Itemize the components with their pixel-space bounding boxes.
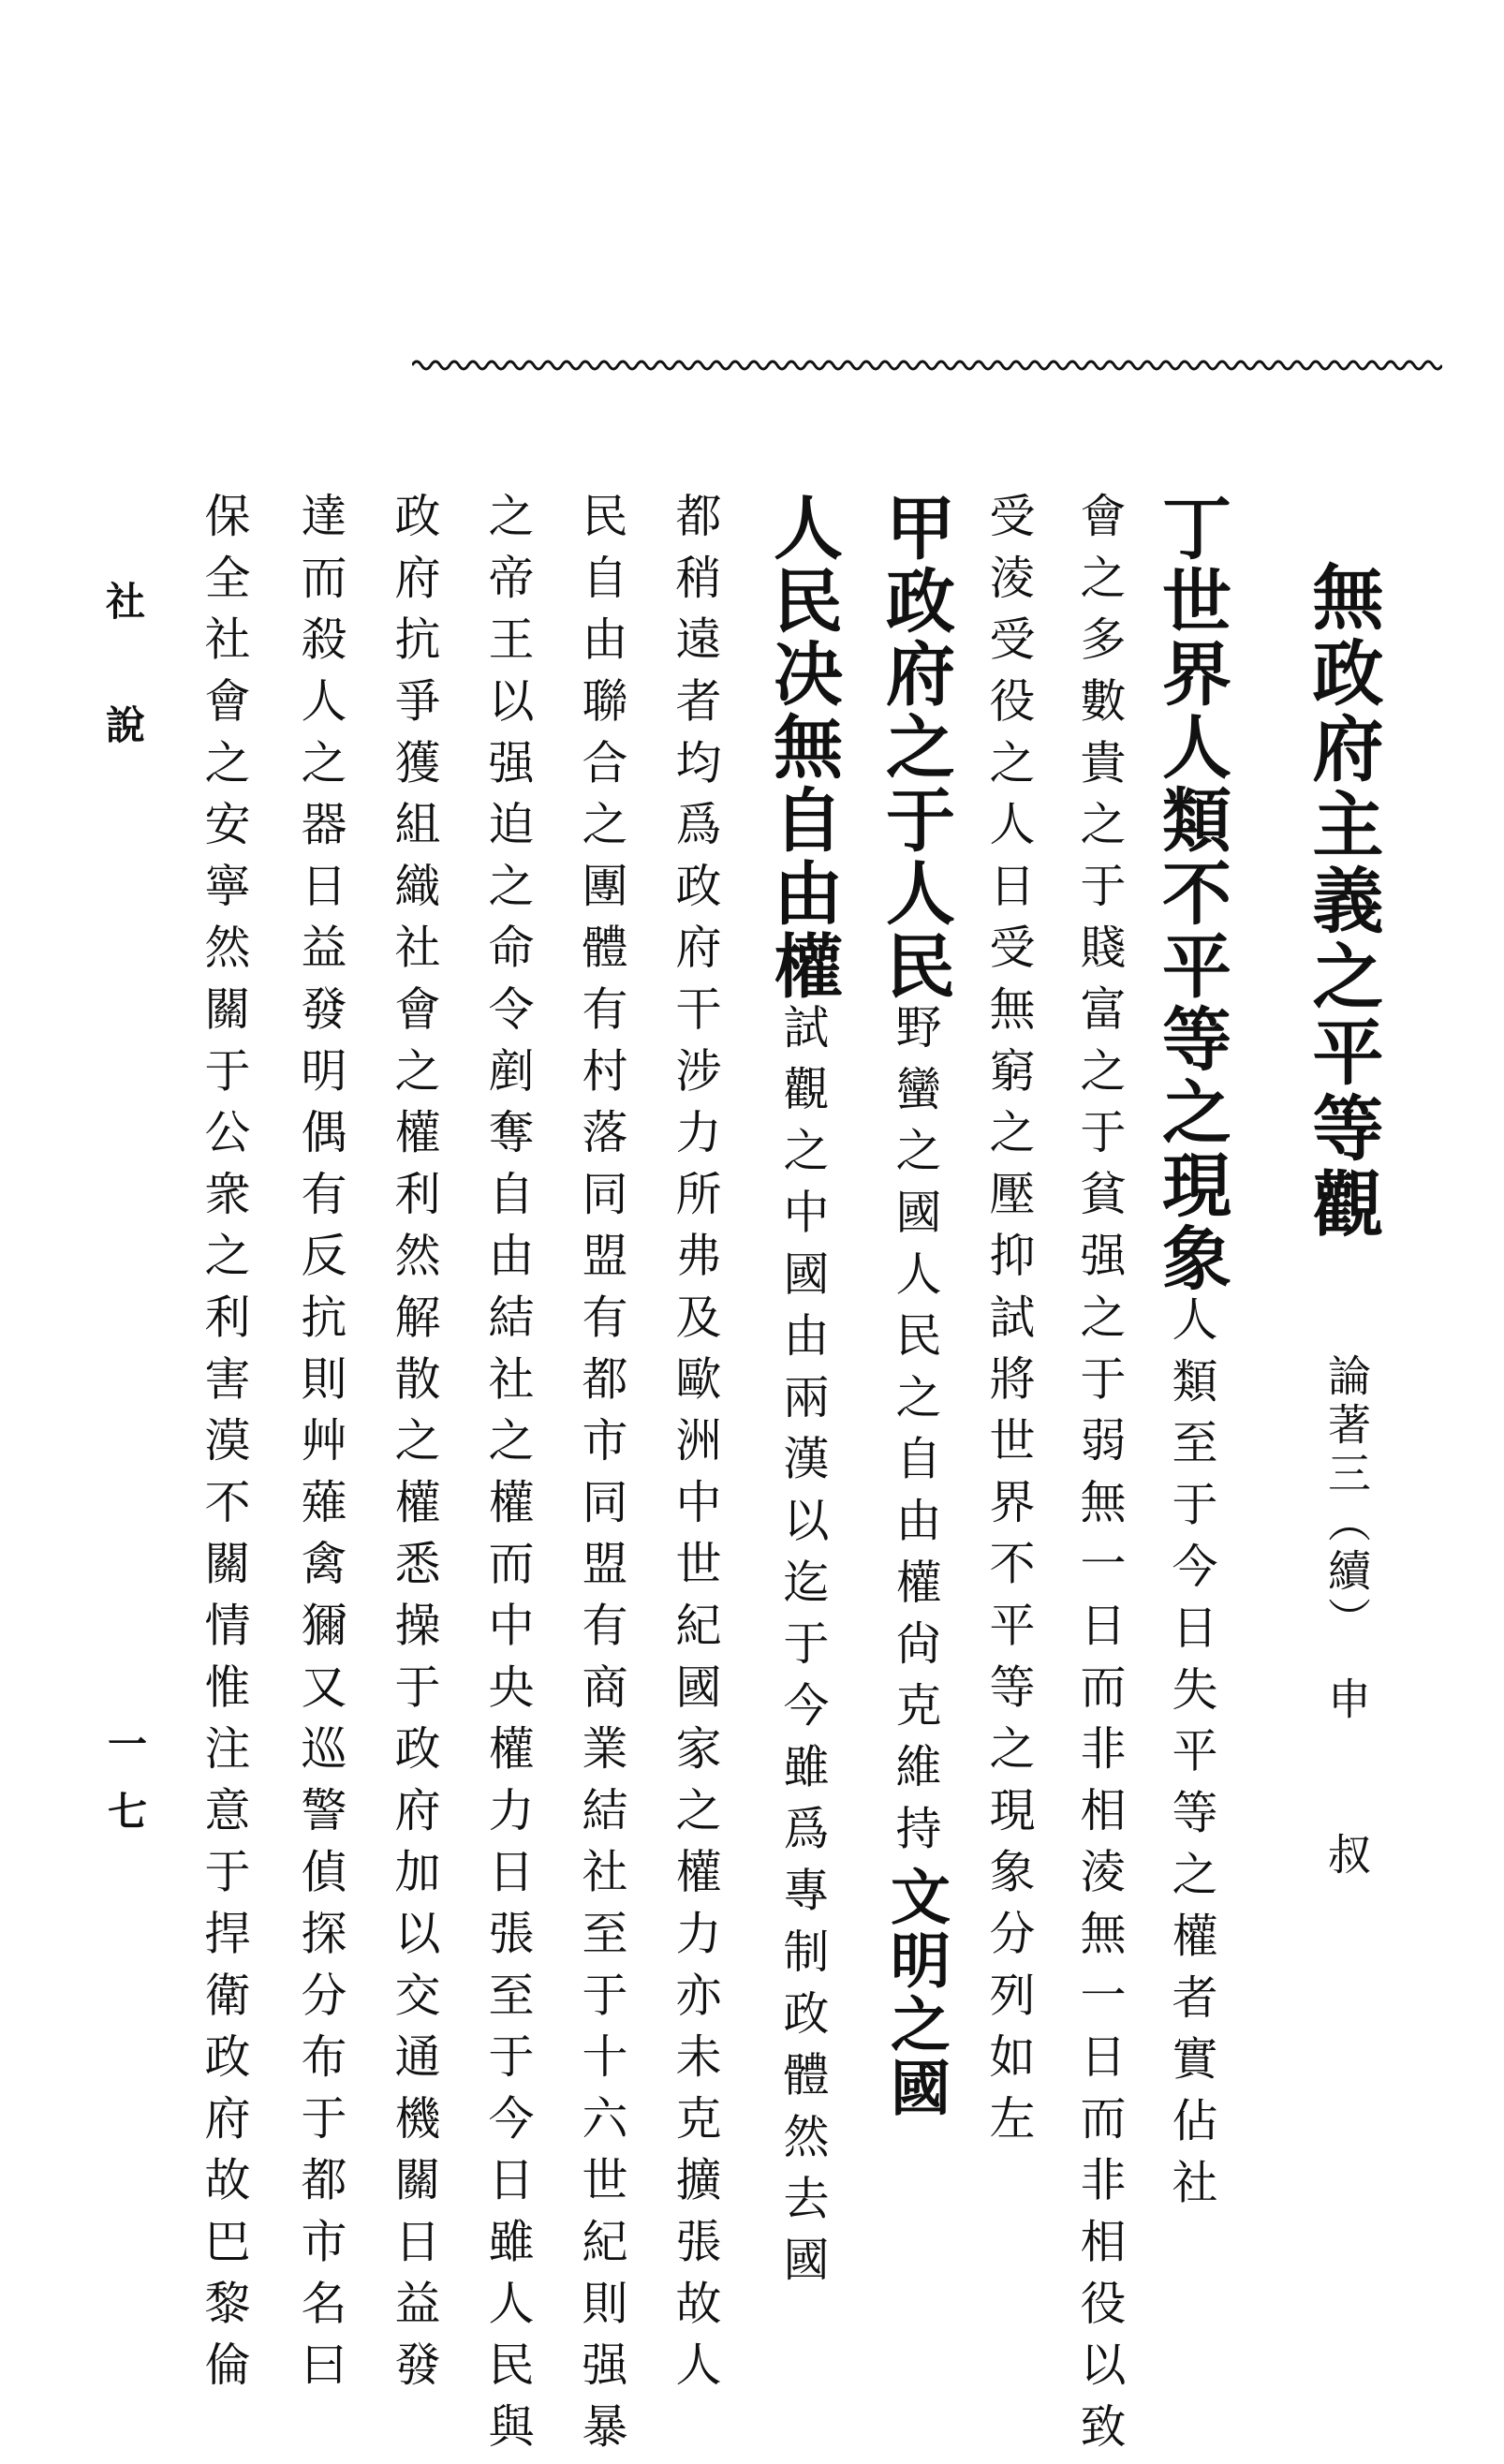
text-column-4: [875, 492, 955, 2121]
wavy-rule-divider: [412, 354, 1442, 376]
column-text: 會之多數貴之于賤富之于貧强之于弱無一日而非相淩無一日而非相役以致: [1073, 492, 1127, 2464]
text-column-8: [481, 492, 535, 2464]
text-column-11: [198, 492, 251, 2402]
text-column-7: [575, 492, 628, 2464]
subsection-heading: 人民决無自由權: [762, 492, 843, 1003]
article-title: 無政府主義之平等觀: [1301, 560, 1384, 1243]
text-column-1: [1151, 492, 1231, 2220]
text-column-5: [762, 492, 843, 2297]
text-column-6: [669, 492, 722, 2402]
emphasized-phrase: 文明之國: [880, 1866, 951, 2121]
column-text: 達而殺人之器日益發明偶有反抗則艸薙禽獮又巡警偵探分布于都市名曰: [294, 492, 347, 2402]
column-text: 人類至于今日失平等之權者實佔社: [1165, 1295, 1218, 2220]
column-text: 政府抗爭獲組織社會之權利然解散之權悉操于政府加以交通機關日益發: [388, 492, 441, 2402]
section-heading-jia: 甲政府之于人民: [875, 492, 955, 1003]
column-text: 都稍遠者均爲政府干涉力所弗及歐洲中世紀國家之權力亦未克擴張故人: [669, 492, 722, 2402]
column-text: 民自由聯合之團體有村落同盟有都市同盟有商業結社至于十六世紀則强暴: [575, 492, 628, 2464]
section-label: 社說: [100, 581, 146, 828]
text-column-10: [294, 492, 347, 2402]
column-text: 受淩受役之人日受無窮之壓抑試將世界不平等之現象分列如左: [982, 492, 1036, 2156]
article-author: 申叔: [1321, 1676, 1372, 1987]
text-column-9: [388, 492, 441, 2402]
column-text: 之帝王以强迫之命令剷奪自由結社之權而中央權力日張至于今日雖人民與: [481, 492, 535, 2464]
column-text: 試觀之中國由兩漢以迄于今雖爲專制政體然去國: [776, 1003, 830, 2297]
section-heading-ding: 丁世界人類不平等之現象: [1151, 492, 1231, 1295]
article-series-label: 論著三（續）: [1321, 1353, 1372, 1645]
page-number: 一七: [102, 1723, 148, 1858]
column-text: 保全社會之安寧然關于公衆之利害漠不關情惟注意于捍衛政府故巴黎倫: [198, 492, 251, 2402]
column-text: 野蠻之國人民之自由權尙克維持: [889, 1003, 942, 1866]
text-column-3: [982, 492, 1036, 2156]
text-column-2: [1073, 492, 1127, 2464]
